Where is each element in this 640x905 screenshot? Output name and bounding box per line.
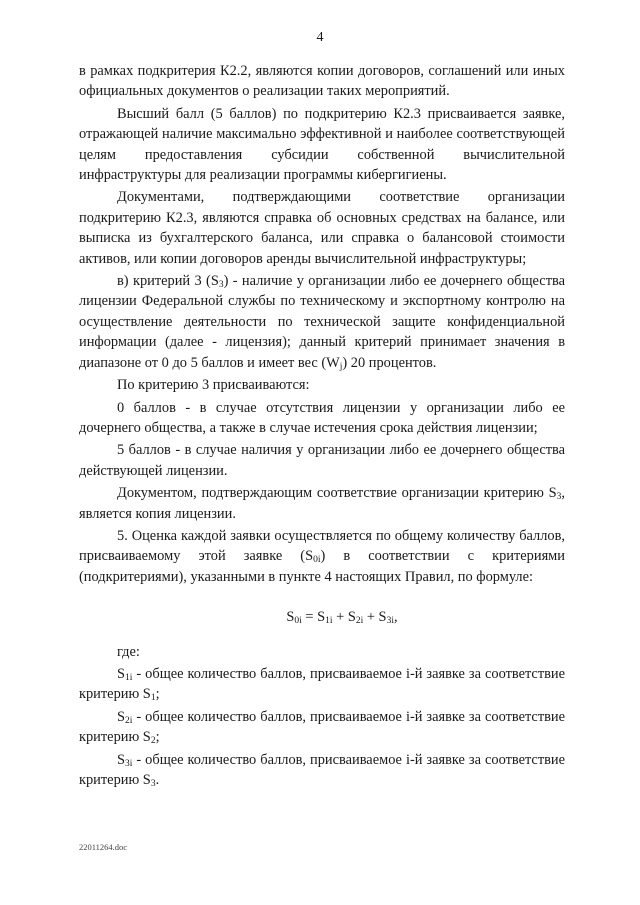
- score-formula: $S_{0i} = S_{1i} + S_{2i} + S_{3i}$,: [286, 609, 398, 627]
- paragraph-license-document: Документом, подтверждающим соответствие организации критерию $S_3$, является копия лицензии.: [79, 485, 565, 522]
- page-number: 4: [316, 30, 324, 45]
- paragraph-evaluation: 5. Оценка каждой заявки осуществляется по общему количеству баллов, присваиваемому этой заявке $(S_{0i})$ в соответствии с критериями (подкритериями), указанными в пункте 4 настоящих Правил, по формуле:: [79, 527, 565, 585]
- file-name-footer: 22011264.doc: [79, 842, 128, 852]
- paragraph-continuation: в рамках подкритерия К2.2, являются копии договоров, соглашений или иных официальных документов о реализации таких мероприятий.: [79, 63, 565, 100]
- where-label: где:: [117, 643, 140, 660]
- definition-s3: $S_{3i}$ - общее количество баллов, присваиваемое i-й заявке за соответствие критерию $S_3$.: [79, 751, 565, 789]
- definition-s2: $S_{2i}$ - общее количество баллов, присваиваемое i-й заявке за соответствие критерию $S_2$;: [79, 708, 565, 747]
- definition-s1: $S_{1i}$ - общее количество баллов, присваиваемое i-й заявке за соответствие критерию $S_1$;: [79, 665, 565, 704]
- paragraph-score-5: 5 баллов - в случае наличия у организации либо ее дочернего общества действующей лицензии.: [79, 442, 565, 479]
- paragraph-criterion-3-scores-intro: По критерию 3 присваиваются:: [117, 377, 310, 394]
- paragraph-criterion-3: в) критерий 3 $(S_3)$ - наличие у организации либо ее дочернего общества лицензии Федеральной службы по техническому и экспортному контролю на осуществление деятельности по технической защите конфиденциальной информации (далее - лицензия); данный критерий принимает значения в диапазоне от 0 до 5 баллов и имеет вес $(W_j)$ 20 процентов.: [79, 273, 565, 372]
- document-body: [79, 61, 565, 790]
- paragraph-documents-k23: Документами, подтверждающими соответствие организации подкритерию К2.3, являются справка об основных средствах на балансе, или выписка из бухгалтерского баланса, или справка о балансовой стоимости активов, или копии договоров аренды вычислительной инфраструктуры;: [79, 189, 565, 267]
- paragraph-max-score-k23: Высший балл (5 баллов) по подкритерию К2.3 присваивается заявке, отражающей наличие максимально эффективной и наиболее соответствующей целям предоставления субсидии собственной вычислительной инфраструктуры для реализации программы кибергигиены.: [79, 105, 565, 184]
- paragraph-score-0: 0 баллов - в случае отсутствия лицензии у организации либо ее дочернего общества, а также в случае истечения срока действия лицензии;: [79, 399, 565, 436]
